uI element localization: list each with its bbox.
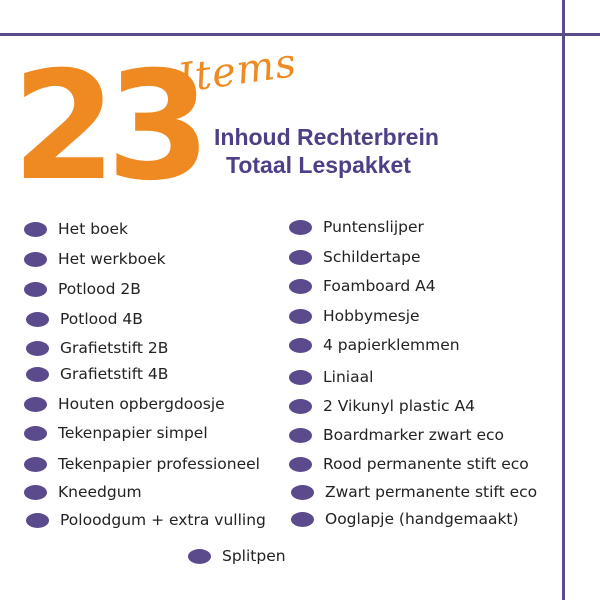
bullet-icon — [289, 279, 312, 294]
list-item-label: Het boek — [58, 220, 129, 238]
bullet-icon — [289, 250, 312, 265]
list-item — [289, 216, 424, 238]
list-item-label: Boardmarker zwart eco — [323, 426, 505, 444]
bullet-icon — [289, 457, 312, 472]
list-item-label: 4 papierklemmen — [323, 336, 460, 354]
list-item — [24, 422, 208, 444]
list-item — [24, 453, 260, 475]
bullet-icon — [291, 485, 314, 500]
list-item-label: Houten opbergdoosje — [58, 395, 225, 413]
bullet-icon — [24, 252, 47, 267]
list-item — [24, 481, 142, 503]
bullet-icon — [26, 341, 49, 356]
list-item-label: 2 Vikunyl plastic A4 — [323, 397, 475, 415]
list-item-label: Het werkboek — [58, 250, 166, 268]
list-item — [289, 305, 420, 327]
list-item-label: Poloodgum + extra vulling — [60, 511, 266, 529]
list-item-label: Kneedgum — [58, 483, 142, 501]
bullet-icon — [289, 338, 312, 353]
bullet-icon — [24, 485, 47, 500]
list-item-label: Grafietstift 4B — [60, 365, 169, 383]
list-item-label: Potlood 4B — [60, 310, 143, 328]
bullet-icon — [289, 370, 312, 385]
list-item — [289, 275, 436, 297]
list-item — [289, 395, 475, 417]
item-count: 23 — [12, 40, 201, 214]
list-item — [26, 308, 143, 330]
list-item-label: Grafietstift 2B — [60, 339, 169, 357]
list-item — [289, 334, 460, 356]
list-item — [291, 508, 519, 530]
list-item — [26, 509, 266, 531]
list-item — [289, 246, 421, 268]
bullet-icon — [26, 513, 49, 528]
list-item — [24, 278, 141, 300]
title-line-1: Inhoud Rechterbrein — [214, 124, 439, 150]
list-item — [289, 424, 504, 446]
right-divider-line — [562, 0, 565, 600]
bullet-icon — [289, 428, 312, 443]
bullet-icon — [24, 282, 47, 297]
list-item — [26, 363, 168, 385]
list-item-label: Hobbymesje — [323, 307, 420, 325]
list-item-label: Potlood 2B — [58, 280, 141, 298]
list-item-label: Zwart permanente stift eco — [325, 483, 538, 501]
list-item-label: Schildertape — [323, 248, 421, 266]
list-item-label: Rood permanente stift eco — [323, 455, 529, 473]
bullet-icon — [291, 512, 314, 527]
list-item — [24, 393, 225, 415]
bullet-icon — [289, 309, 312, 324]
list-item-label: Liniaal — [323, 368, 374, 386]
bullet-icon — [24, 397, 47, 412]
list-item — [26, 337, 168, 359]
list-item-label: Foamboard A4 — [323, 277, 436, 295]
list-item-label: Splitpen — [222, 547, 286, 565]
bullet-icon — [188, 549, 211, 564]
list-item-label: Puntenslijper — [323, 218, 424, 236]
list-item-label: Tekenpapier professioneel — [58, 455, 260, 473]
bullet-icon — [24, 426, 47, 441]
bullet-icon — [24, 222, 47, 237]
title-line-2: Totaal Lespakket — [226, 152, 411, 178]
bullet-icon — [26, 312, 49, 327]
bullet-icon — [24, 457, 47, 472]
list-item — [188, 545, 286, 567]
list-item-label: Ooglapje (handgemaakt) — [325, 510, 519, 528]
items-script-label: Items — [175, 39, 300, 103]
bullet-icon — [26, 367, 49, 382]
list-item-label: Tekenpapier simpel — [58, 424, 208, 442]
list-item — [24, 218, 128, 240]
top-divider-line — [0, 33, 600, 36]
bullet-icon — [289, 399, 312, 414]
bullet-icon — [289, 220, 312, 235]
list-item — [291, 481, 537, 503]
list-item — [289, 366, 373, 388]
list-item — [24, 248, 166, 270]
list-item — [289, 453, 529, 475]
